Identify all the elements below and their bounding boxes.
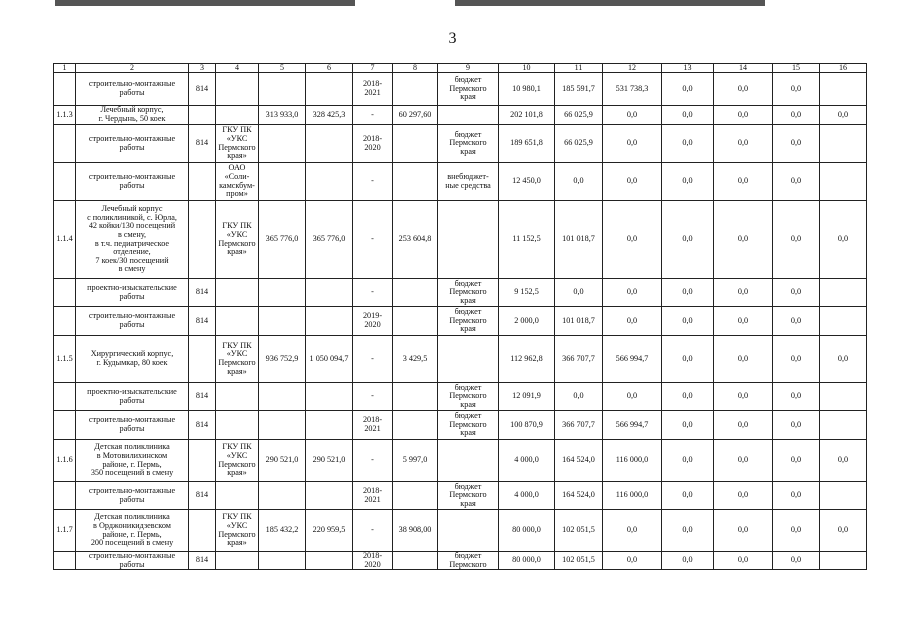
column-number-header: 9 [438, 64, 499, 73]
table-cell [306, 383, 353, 411]
table-cell [216, 552, 259, 570]
table-row [54, 336, 867, 383]
table-cell: - [353, 510, 393, 552]
table-cell: 0,0 [714, 73, 773, 106]
table-cell [259, 163, 306, 201]
table-cell: 2 000,0 [499, 307, 555, 336]
table-cell: 9 152,5 [499, 279, 555, 307]
table-cell: 0,0 [662, 163, 714, 201]
table-cell: 0,0 [714, 336, 773, 383]
table-cell: 313 933,0 [259, 106, 306, 125]
table-cell [393, 307, 438, 336]
table-cell: Детская поликлиника в Мотовилихинском районе, г. Пермь, 350 посещений в смену [76, 440, 189, 482]
table-cell [438, 106, 499, 125]
table-cell: 0,0 [603, 383, 662, 411]
table-cell [306, 73, 353, 106]
table-cell: 0,0 [662, 411, 714, 440]
table-cell: 0,0 [820, 336, 867, 383]
table-cell: 0,0 [773, 307, 820, 336]
table-cell: 0,0 [714, 383, 773, 411]
column-number-header: 4 [216, 64, 259, 73]
table-cell: ГКУ ПК «УКС Пермского края» [216, 440, 259, 482]
table-cell: - [353, 440, 393, 482]
table-cell: - [353, 383, 393, 411]
table-cell [820, 307, 867, 336]
table-cell [259, 307, 306, 336]
table-cell: 12 450,0 [499, 163, 555, 201]
table-cell: проектно-изыскательские работы [76, 279, 189, 307]
table-cell [189, 440, 216, 482]
table-cell: 0,0 [714, 125, 773, 163]
column-number-header: 12 [603, 64, 662, 73]
table-cell [54, 73, 76, 106]
column-number-row [54, 64, 867, 73]
table-cell: 0,0 [714, 163, 773, 201]
table-cell: бюджет Пермского края [438, 125, 499, 163]
table-cell: ОАО «Соли- камскбум- пром» [216, 163, 259, 201]
column-number-header: 1 [54, 64, 76, 73]
table-row [54, 307, 867, 336]
table-cell: 102 051,5 [555, 552, 603, 570]
table-cell: 365 776,0 [306, 201, 353, 279]
table-row [54, 482, 867, 510]
table-cell: строительно-монтажные работы [76, 125, 189, 163]
table-cell: 0,0 [773, 510, 820, 552]
table-cell [393, 279, 438, 307]
table-cell: - [353, 163, 393, 201]
table-cell: 0,0 [714, 279, 773, 307]
table-row [54, 552, 867, 570]
table-cell [820, 411, 867, 440]
table-cell: 100 870,9 [499, 411, 555, 440]
table-cell [820, 383, 867, 411]
table-cell [54, 163, 76, 201]
table-cell: 2018- 2021 [353, 411, 393, 440]
table-cell: 0,0 [662, 125, 714, 163]
table-cell: 0,0 [773, 411, 820, 440]
table-cell: проектно-изыскательские работы [76, 383, 189, 411]
table-cell [189, 336, 216, 383]
table-cell: 0,0 [662, 510, 714, 552]
table-cell: 366 707,7 [555, 411, 603, 440]
table-cell: Детская поликлиника в Орджоникидзевском районе, г. Пермь, 200 посещений в смену [76, 510, 189, 552]
table-cell: 0,0 [714, 482, 773, 510]
table-cell: 366 707,7 [555, 336, 603, 383]
table-cell: 0,0 [603, 279, 662, 307]
table-cell: 0,0 [820, 201, 867, 279]
table-cell: бюджет Пермского края [438, 482, 499, 510]
column-number-header: 14 [714, 64, 773, 73]
table-cell [259, 552, 306, 570]
table-cell: 202 101,8 [499, 106, 555, 125]
table-cell: 0,0 [714, 440, 773, 482]
table-cell: 814 [189, 307, 216, 336]
column-number-header: 13 [662, 64, 714, 73]
table-cell [54, 279, 76, 307]
table-cell [393, 482, 438, 510]
table-cell [54, 307, 76, 336]
table-cell: 0,0 [773, 482, 820, 510]
table-cell: 0,0 [773, 201, 820, 279]
table-cell: 0,0 [714, 106, 773, 125]
table-cell: 0,0 [773, 73, 820, 106]
table-cell: 2018- 2020 [353, 125, 393, 163]
table-cell [54, 482, 76, 510]
table-cell: ГКУ ПК «УКС Пермского края» [216, 125, 259, 163]
table-cell: 0,0 [714, 510, 773, 552]
table-cell: 2018- 2021 [353, 482, 393, 510]
table-cell: 566 994,7 [603, 411, 662, 440]
table-cell: 0,0 [603, 163, 662, 201]
table-cell: 0,0 [714, 552, 773, 570]
table-cell: 2018- 2021 [353, 73, 393, 106]
table-cell: строительно-монтажные работы [76, 482, 189, 510]
table-row [54, 440, 867, 482]
table-cell: 66 025,9 [555, 106, 603, 125]
table-cell: бюджет Пермского [438, 552, 499, 570]
table-cell: 10 980,1 [499, 73, 555, 106]
table-cell [438, 201, 499, 279]
table-cell: ГКУ ПК «УКС Пермского края» [216, 201, 259, 279]
table-cell: 814 [189, 125, 216, 163]
table-cell [216, 411, 259, 440]
table-cell: Лечебный корпус с поликлиникой, с. Юрла, 42 койки/130 посещений в смену, в т.ч. педиатрическое отделение, 7 коек/30 посещений в смену [76, 201, 189, 279]
table-cell: 0,0 [773, 440, 820, 482]
table-cell: 0,0 [662, 336, 714, 383]
table-cell: 0,0 [820, 440, 867, 482]
table-cell: 0,0 [820, 106, 867, 125]
table-cell: 0,0 [662, 440, 714, 482]
table-cell [820, 125, 867, 163]
table-cell [216, 73, 259, 106]
table-row [54, 73, 867, 106]
table-cell [306, 279, 353, 307]
table-cell: 116 000,0 [603, 440, 662, 482]
table-cell: строительно-монтажные работы [76, 163, 189, 201]
table-cell: 0,0 [662, 279, 714, 307]
table-cell [216, 307, 259, 336]
table-cell: 0,0 [603, 307, 662, 336]
table-cell: 0,0 [773, 279, 820, 307]
table-cell: 12 091,9 [499, 383, 555, 411]
table-cell: 0,0 [662, 73, 714, 106]
table-cell [216, 279, 259, 307]
table-cell [820, 163, 867, 201]
table-cell [393, 73, 438, 106]
table-cell [820, 279, 867, 307]
column-number-header: 11 [555, 64, 603, 73]
table-cell: 0,0 [662, 106, 714, 125]
table-cell: 5 997,0 [393, 440, 438, 482]
table-cell: 814 [189, 482, 216, 510]
table-cell: 0,0 [603, 106, 662, 125]
table-cell [189, 201, 216, 279]
table-cell: 0,0 [555, 279, 603, 307]
table-cell: 328 425,3 [306, 106, 353, 125]
table-cell: 1.1.7 [54, 510, 76, 552]
table-cell: Лечебный корпус, г. Чердынь, 50 коек [76, 106, 189, 125]
column-number-header: 10 [499, 64, 555, 73]
table-cell: бюджет Пермского края [438, 383, 499, 411]
table-cell: 80 000,0 [499, 510, 555, 552]
table-cell: 814 [189, 383, 216, 411]
table-cell [216, 106, 259, 125]
table-cell: 1.1.5 [54, 336, 76, 383]
table-cell [820, 73, 867, 106]
table-cell [306, 482, 353, 510]
table-cell: 0,0 [603, 125, 662, 163]
table-cell [259, 411, 306, 440]
table-cell: 253 604,8 [393, 201, 438, 279]
table-cell [393, 411, 438, 440]
table-cell: 0,0 [773, 106, 820, 125]
table-cell: строительно-монтажные работы [76, 411, 189, 440]
table-cell: 0,0 [714, 411, 773, 440]
table-cell: строительно-монтажные работы [76, 307, 189, 336]
table-cell: 11 152,5 [499, 201, 555, 279]
table-cell: 3 429,5 [393, 336, 438, 383]
table-cell: бюджет Пермского края [438, 73, 499, 106]
table-cell [216, 482, 259, 510]
table-cell: 1.1.6 [54, 440, 76, 482]
table-cell: 0,0 [603, 552, 662, 570]
table-cell: 290 521,0 [306, 440, 353, 482]
budget-table [53, 63, 867, 570]
table-cell [306, 552, 353, 570]
table-cell: бюджет Пермского края [438, 411, 499, 440]
table-cell: ГКУ ПК «УКС Пермского края» [216, 336, 259, 383]
table-cell [306, 307, 353, 336]
table-cell: 0,0 [773, 125, 820, 163]
table-cell: бюджет Пермского края [438, 307, 499, 336]
table-cell: 0,0 [662, 552, 714, 570]
table-cell: 814 [189, 73, 216, 106]
table-cell [393, 383, 438, 411]
table-cell: 0,0 [773, 383, 820, 411]
table-cell: 0,0 [714, 201, 773, 279]
table-cell [259, 73, 306, 106]
table-cell: 164 524,0 [555, 482, 603, 510]
table-cell [259, 383, 306, 411]
table-cell: 1.1.4 [54, 201, 76, 279]
table-cell: 566 994,7 [603, 336, 662, 383]
table-cell: 0,0 [773, 163, 820, 201]
table-row [54, 201, 867, 279]
table-cell [393, 125, 438, 163]
column-number-header: 7 [353, 64, 393, 73]
table-cell: 185 591,7 [555, 73, 603, 106]
table-cell: 60 297,60 [393, 106, 438, 125]
table-cell: ГКУ ПК «УКС Пермского края» [216, 510, 259, 552]
table-cell: 936 752,9 [259, 336, 306, 383]
column-number-header: 8 [393, 64, 438, 73]
table-row [54, 279, 867, 307]
table-cell: 814 [189, 552, 216, 570]
table-cell: 80 000,0 [499, 552, 555, 570]
table-cell: 38 908,00 [393, 510, 438, 552]
table-cell: Хирургический корпус, г. Кудымкар, 80 коек [76, 336, 189, 383]
table-cell: 0,0 [773, 336, 820, 383]
table-cell: строительно-монтажные работы [76, 73, 189, 106]
column-number-header: 16 [820, 64, 867, 73]
table-cell: 4 000,0 [499, 440, 555, 482]
table-cell: 112 962,8 [499, 336, 555, 383]
table-cell: бюджет Пермского края [438, 279, 499, 307]
table-cell: 189 651,8 [499, 125, 555, 163]
column-number-header: 3 [189, 64, 216, 73]
table-cell [54, 383, 76, 411]
table-cell: 290 521,0 [259, 440, 306, 482]
table-cell [438, 440, 499, 482]
table-cell: - [353, 336, 393, 383]
table-cell [393, 163, 438, 201]
table-cell: - [353, 106, 393, 125]
table-cell: 2019- 2020 [353, 307, 393, 336]
table-cell: строительно-монтажные работы [76, 552, 189, 570]
table-row [54, 163, 867, 201]
table-cell: 4 000,0 [499, 482, 555, 510]
table-cell [820, 482, 867, 510]
scan-edge-mark [455, 0, 765, 6]
table-cell: 101 018,7 [555, 201, 603, 279]
table-cell: 814 [189, 411, 216, 440]
column-number-header: 2 [76, 64, 189, 73]
table-row [54, 125, 867, 163]
table-cell: 102 051,5 [555, 510, 603, 552]
table-cell [306, 411, 353, 440]
table-cell: 0,0 [662, 383, 714, 411]
table-cell: 2018- 2020 [353, 552, 393, 570]
table-cell: 101 018,7 [555, 307, 603, 336]
table-cell: 814 [189, 279, 216, 307]
table-cell [306, 163, 353, 201]
table-cell [189, 106, 216, 125]
table-cell: 365 776,0 [259, 201, 306, 279]
table-cell: 0,0 [714, 307, 773, 336]
table-cell [438, 510, 499, 552]
table-cell: - [353, 201, 393, 279]
table-cell: 220 959,5 [306, 510, 353, 552]
table-cell: 116 000,0 [603, 482, 662, 510]
table-cell [189, 163, 216, 201]
column-number-header: 5 [259, 64, 306, 73]
column-number-header: 15 [773, 64, 820, 73]
table-cell [216, 383, 259, 411]
table-cell: 0,0 [555, 163, 603, 201]
table-cell: 185 432,2 [259, 510, 306, 552]
table-cell [189, 510, 216, 552]
table-cell: внебюджет- ные средства [438, 163, 499, 201]
table-cell [54, 552, 76, 570]
table-cell: 0,0 [603, 201, 662, 279]
table-cell: 0,0 [603, 510, 662, 552]
table-cell [393, 552, 438, 570]
table-row [54, 383, 867, 411]
table-cell: 0,0 [662, 482, 714, 510]
table-cell: 1 050 094,7 [306, 336, 353, 383]
table-row [54, 510, 867, 552]
table-cell: - [353, 279, 393, 307]
table-cell [259, 125, 306, 163]
table-cell: 0,0 [555, 383, 603, 411]
table-cell [54, 411, 76, 440]
table-cell: 0,0 [662, 201, 714, 279]
table-cell: 1.1.3 [54, 106, 76, 125]
table-row [54, 411, 867, 440]
table-cell: 0,0 [820, 510, 867, 552]
page-number: 3 [448, 30, 457, 47]
table-cell: 66 025,9 [555, 125, 603, 163]
table-cell [54, 125, 76, 163]
table-cell [438, 336, 499, 383]
table-cell: 531 738,3 [603, 73, 662, 106]
table-row [54, 106, 867, 125]
table-cell [820, 552, 867, 570]
column-number-header: 6 [306, 64, 353, 73]
table-cell: 0,0 [662, 307, 714, 336]
scan-edge-mark [55, 0, 355, 6]
table-cell [259, 279, 306, 307]
table-cell: 0,0 [773, 552, 820, 570]
table-cell: 164 524,0 [555, 440, 603, 482]
table-cell [306, 125, 353, 163]
table-cell [259, 482, 306, 510]
